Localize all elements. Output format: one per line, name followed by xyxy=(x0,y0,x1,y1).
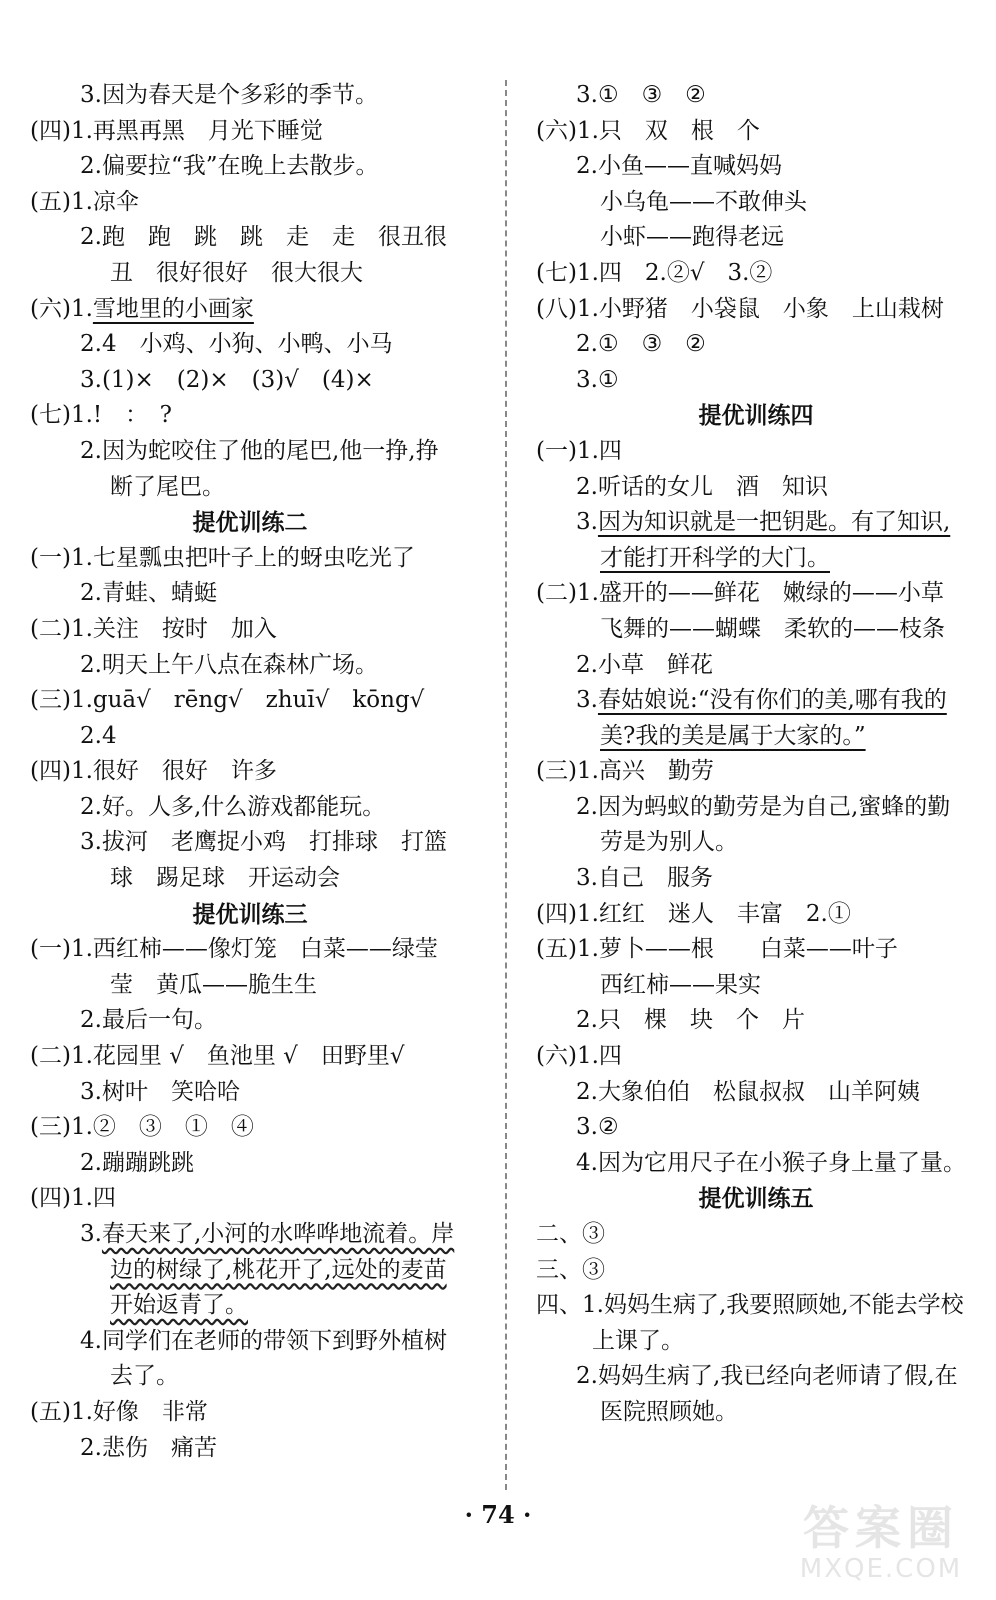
answer-line: 2.最后一句。 xyxy=(80,1007,217,1034)
answer-line: 3.树叶 笑哈哈 xyxy=(80,1078,240,1105)
underlined-answer: 美?我的美是属于大家的。” xyxy=(600,722,866,749)
watermark-top-text: 答案圈 xyxy=(803,1501,959,1555)
answer-line: 医院照顾她。 xyxy=(600,1398,738,1425)
underlined-answer: 春姑娘说:“没有你们的美,哪有我的 xyxy=(597,687,947,714)
answer-line xyxy=(536,719,976,755)
answer-line xyxy=(30,292,470,328)
section-title: 提优训练五 xyxy=(698,1185,814,1213)
answer-prefix: 3. xyxy=(80,1221,102,1247)
page-number: · 74 · xyxy=(464,1500,532,1529)
section-title: 提优训练三 xyxy=(192,900,308,928)
answer-line: (四)1.再黑再黑 月光下睡觉 xyxy=(30,117,323,144)
section-title: 提优训练二 xyxy=(192,509,308,537)
answer-line: (五)1.好像 非常 xyxy=(30,1398,208,1425)
answer-line: (四)1.四 xyxy=(30,1185,116,1212)
answer-line: 小乌龟——不敢伸头 xyxy=(600,188,807,215)
underlined-answer: 因为知识就是一把钥匙。有了知识, xyxy=(597,509,951,536)
answer-line xyxy=(536,505,976,541)
answer-line: 2.小草 鲜花 xyxy=(576,651,713,678)
answer-line: (三)1.高兴 勤劳 xyxy=(536,758,714,785)
answer-line: 2.小鱼——直喊妈妈 xyxy=(576,153,782,180)
answer-line: 西红柿——果实 xyxy=(600,971,761,998)
answer-line: 2.4 小鸡、小狗、小鸭、小马 xyxy=(80,331,393,358)
answer-line: (二)1.关注 按时 加入 xyxy=(30,615,277,642)
answer-line: 断了尾巴。 xyxy=(110,473,225,500)
answer-line: 2.只 棵 块 个 片 xyxy=(576,1007,805,1034)
answer-line: 3.自己 服务 xyxy=(576,865,713,892)
answer-line: 2.偏要拉“我”在晚上去散步。 xyxy=(80,153,379,180)
underlined-answer: 春天来了,小河的水哗哗地流着。岸 xyxy=(101,1221,455,1247)
answer-line: (五)1.凉伞 xyxy=(30,188,139,215)
answer-line: 球 踢足球 开运动会 xyxy=(110,865,340,892)
answer-line: 3.因为春天是个多彩的季节。 xyxy=(80,82,378,108)
answer-line: (六)1.只 双 根 个 xyxy=(536,117,760,144)
answer-line: 2.4 xyxy=(80,722,117,749)
underlined-answer: 才能打开科学的大门。 xyxy=(600,544,830,571)
answer-line: 二、③ xyxy=(536,1221,605,1247)
answer-line: (三)1.guā√ rēng√ zhuī√ kōng√ xyxy=(30,687,425,714)
answer-line: 2.妈妈生病了,我已经向老师请了假,在 xyxy=(576,1363,958,1390)
answer-line: 2.好。人多,什么游戏都能玩。 xyxy=(80,793,386,820)
answer-line xyxy=(30,1217,470,1253)
answer-line: 2.听话的女儿 酒 知识 xyxy=(576,473,828,500)
answer-line: 3.② xyxy=(576,1114,619,1141)
underlined-answer: 边的树绿了,桃花开了,远处的麦苗 xyxy=(110,1256,447,1283)
answer-prefix: 3. xyxy=(576,687,598,714)
answer-line: (一)1.四 xyxy=(536,437,622,464)
answer-line: 3.① xyxy=(576,366,619,393)
answer-line: 2.青蛙、蜻蜓 xyxy=(80,580,217,607)
answer-line xyxy=(536,683,976,719)
answer-line: 3.(1)× (2)× (3)√ (4)× xyxy=(80,366,374,393)
answer-line: (七)1.四 2.②√ 3.② xyxy=(536,259,773,286)
answer-line: 飞舞的——蝴蝶 柔软的——枝条 xyxy=(600,615,945,642)
answer-line xyxy=(30,1288,470,1324)
answer-line: (八)1.小野猪 小袋鼠 小象 上山栽树 xyxy=(536,295,944,322)
answer-line: 去了。 xyxy=(110,1363,179,1390)
answer-line: (三)1.② ③ ① ④ xyxy=(30,1114,254,1141)
answer-line: (五)1.萝卜——根 白菜——叶子 xyxy=(536,936,898,963)
answer-line: 三、③ xyxy=(536,1256,605,1283)
answer-line: (四)1.很好 很好 许多 xyxy=(30,758,277,785)
section-title: 提优训练四 xyxy=(698,402,814,430)
left-column xyxy=(30,78,470,1466)
underlined-answer: 雪地里的小画家 xyxy=(92,295,254,322)
answer-line: 2.明天上午八点在森林广场。 xyxy=(80,651,378,678)
answer-line: 2.悲伤 痛苦 xyxy=(80,1434,217,1461)
column-divider xyxy=(505,80,507,1490)
underlined-answer: 开始返青了。 xyxy=(110,1292,248,1319)
answer-line: (七)1.! ： ? xyxy=(30,402,172,429)
answer-line: 2.蹦蹦跳跳 xyxy=(80,1149,194,1176)
answer-line: 4.同学们在老师的带领下到野外植树 xyxy=(80,1327,447,1354)
answer-line: 2.因为蚂蚁的勤劳是为自己,蜜蜂的勤 xyxy=(576,793,951,820)
answer-prefix: 3. xyxy=(576,509,598,536)
answer-line: 丑 很好很好 很大很大 xyxy=(110,259,363,286)
answer-line: 2.① ③ ② xyxy=(576,331,706,358)
answer-line: (二)1.盛开的——鲜花 嫩绿的——小草 xyxy=(536,580,944,607)
answer-line xyxy=(536,541,976,577)
answer-line: (一)1.西红柿——像灯笼 白菜——绿莹 xyxy=(30,936,438,963)
answer-line: 2.因为蛇咬住了他的尾巴,他一挣,挣 xyxy=(80,437,439,464)
answer-line: 小虾——跑得老远 xyxy=(600,224,784,251)
answer-line: 四、1.妈妈生病了,我要照顾她,不能去学校 xyxy=(536,1292,964,1319)
answer-line: 4.因为它用尺子在小猴子身上量了量。 xyxy=(576,1149,966,1176)
answer-line: 上课了。 xyxy=(592,1327,684,1354)
answer-line: 2.跑 跑 跳 跳 走 走 很丑很 xyxy=(80,224,447,251)
answer-prefix: (六)1. xyxy=(30,295,93,322)
answer-line: (二)1.花园里 √ 鱼池里 √ 田野里√ xyxy=(30,1043,405,1070)
answer-line: 莹 黄瓜——脆生生 xyxy=(110,971,317,998)
right-column xyxy=(536,78,976,1431)
answer-line: 3.① ③ ② xyxy=(576,82,706,108)
answer-line: (一)1.七星瓢虫把叶子上的蚜虫吃光了 xyxy=(30,544,415,571)
answer-line xyxy=(30,1253,470,1289)
answer-line: (六)1.四 xyxy=(536,1043,622,1070)
answer-line: 3.拔河 老鹰捉小鸡 打排球 打篮 xyxy=(80,829,447,856)
answer-line: 劳是为别人。 xyxy=(600,829,738,856)
answer-line: (四)1.红红 迷人 丰富 2.① xyxy=(536,900,851,927)
answer-line: 2.大象伯伯 松鼠叔叔 山羊阿姨 xyxy=(576,1078,920,1105)
watermark-bottom-text: MXQE.COM xyxy=(799,1554,963,1584)
